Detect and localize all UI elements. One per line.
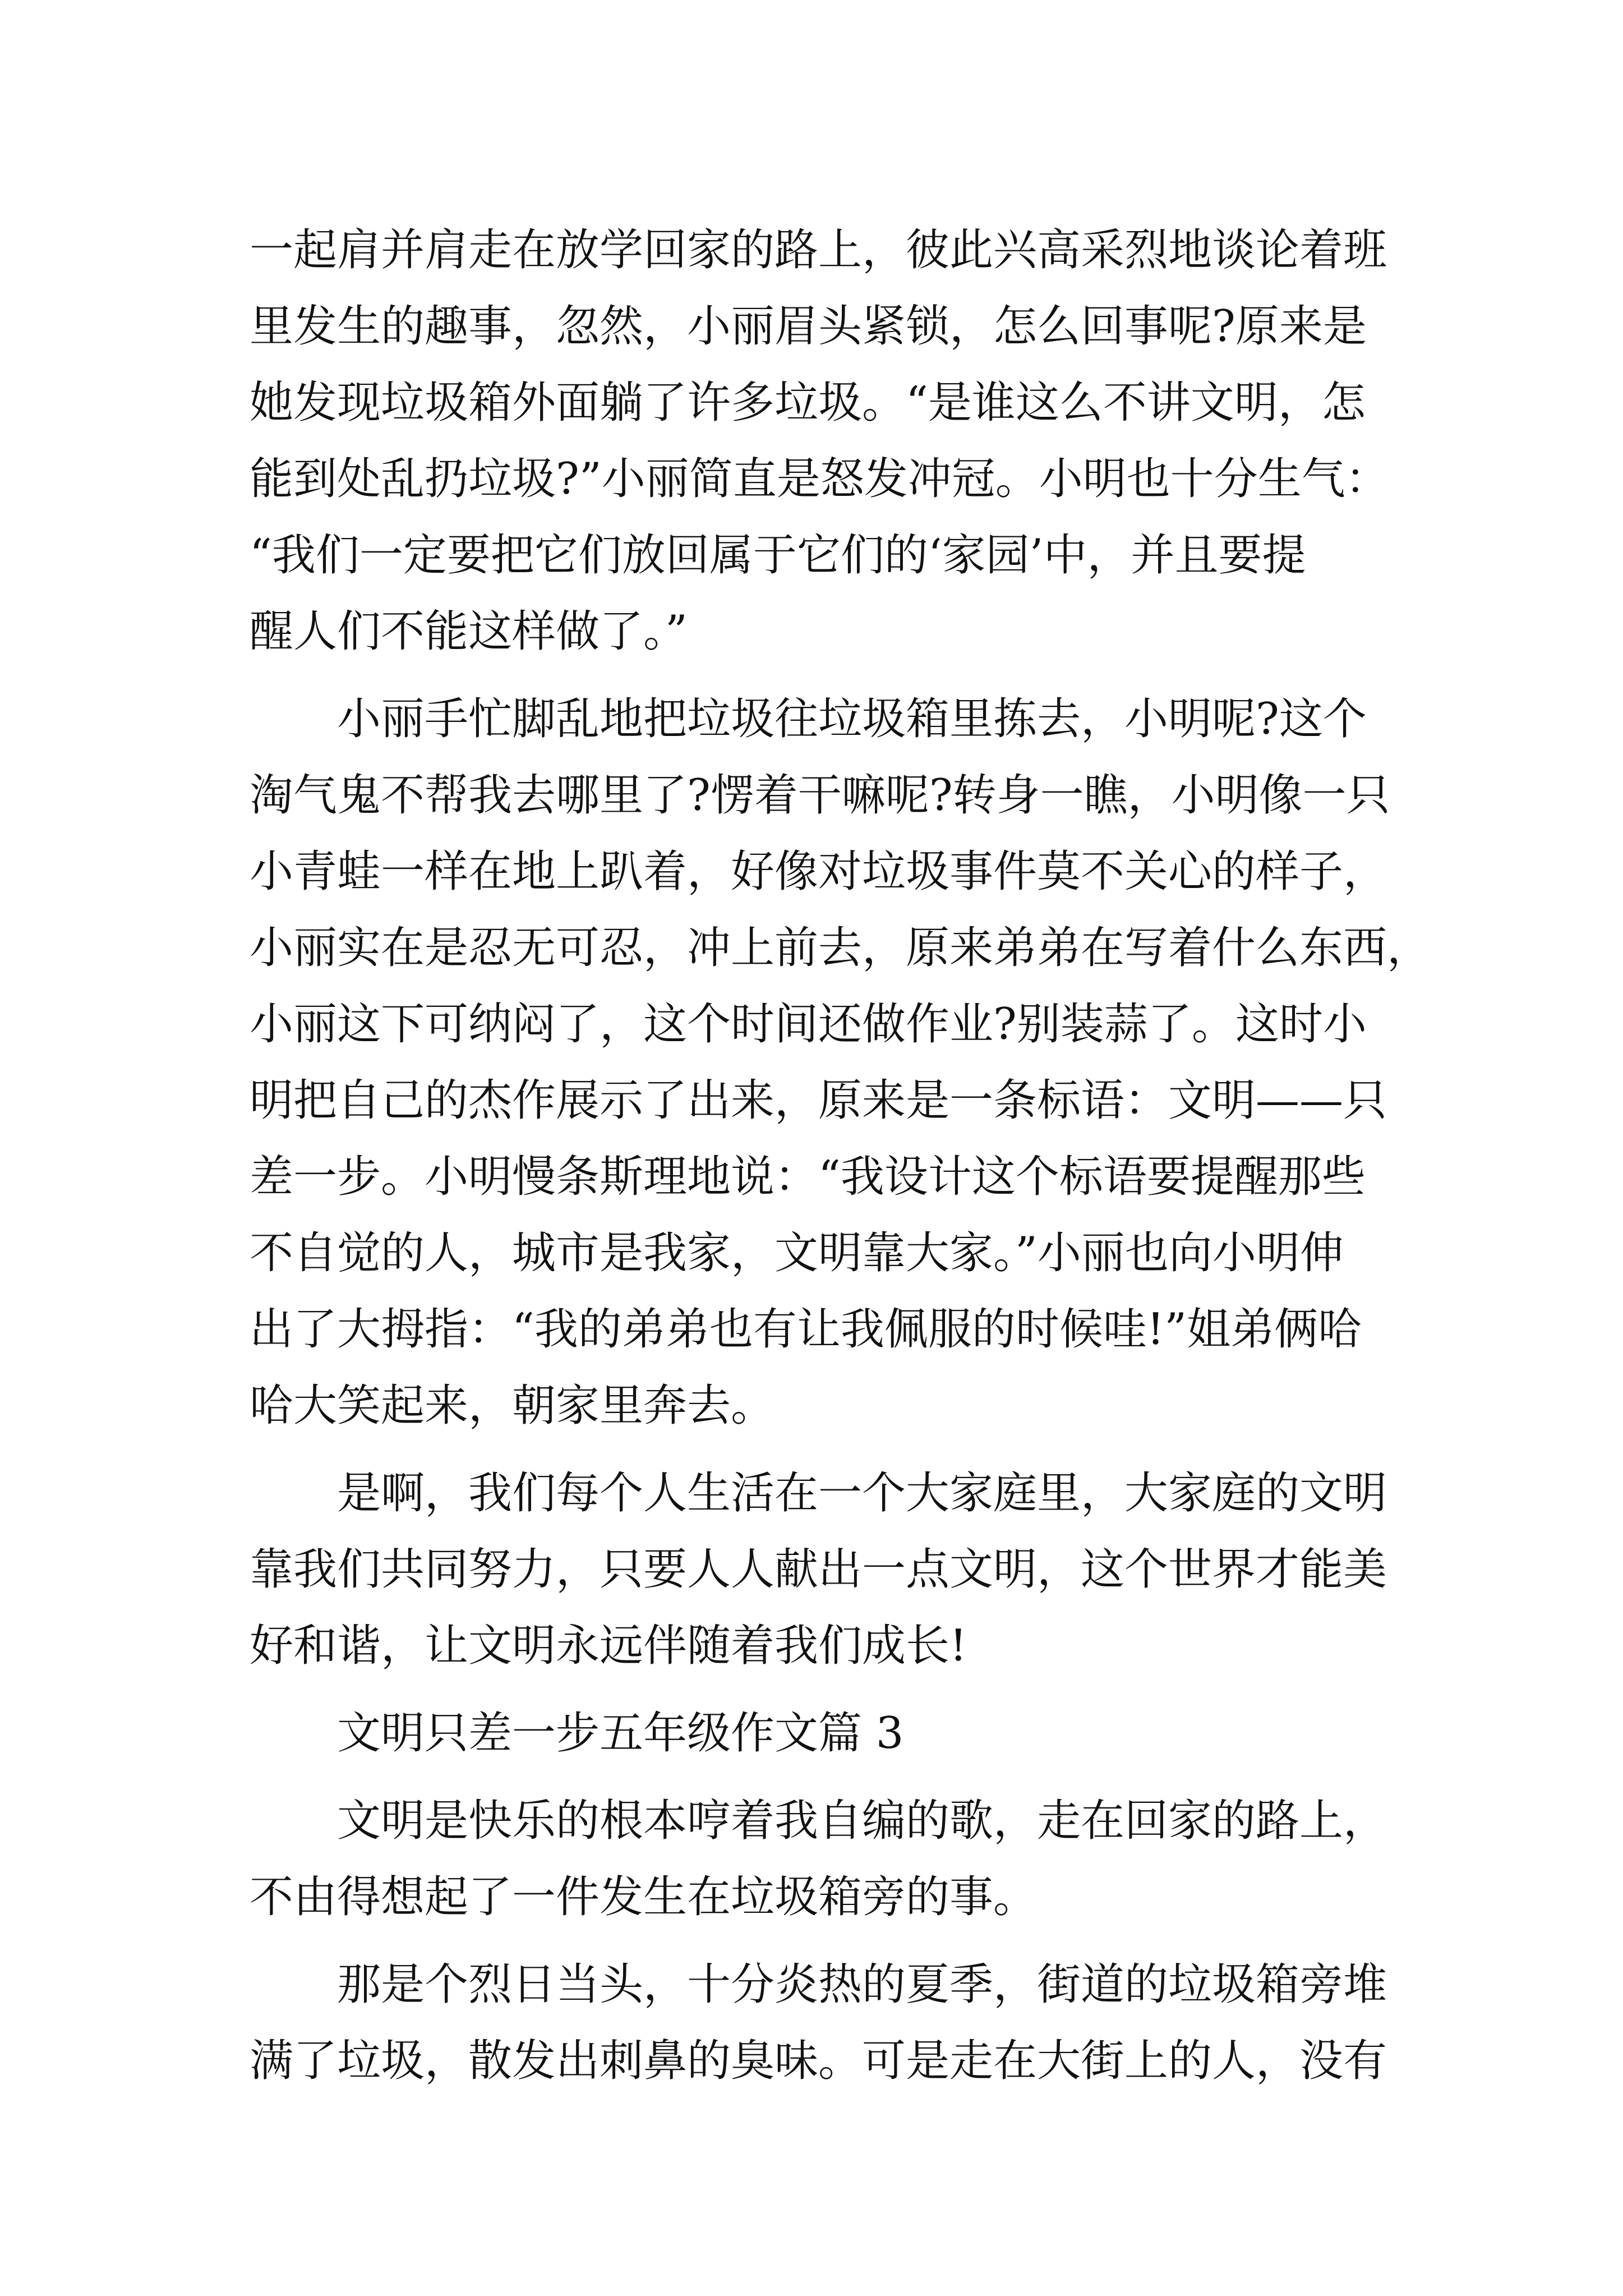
text-line: 哈大笑起来，朝家里奔去。	[250, 1381, 775, 1431]
text-line: 好和谐，让文明永远伴随着我们成长!	[250, 1621, 967, 1671]
text-line: 明把自己的杰作展示了出来，原来是一条标语：文明——只	[250, 1075, 1387, 1126]
text-line: “我们一定要把它们放回属于它们的‘家园’中，并且要提	[250, 530, 1306, 581]
text-line: 那是个烈日当头，十分炎热的夏季，街道的垃圾箱旁堆	[337, 1959, 1387, 2010]
paragraph	[250, 681, 1431, 1444]
text-line: 满了垃圾，散发出刺鼻的臭味。可是走在大街上的人，没有	[250, 2036, 1387, 2086]
section-heading	[250, 1695, 1382, 1772]
paragraph-gap	[250, 1772, 1382, 1783]
section-heading-text: 文明只差一步五年级作文篇 3	[337, 1708, 904, 1759]
text-line: 能到处乱扔垃圾?”小丽简直是怒发冲冠。小明也十分生气：	[250, 454, 1389, 504]
paragraph	[250, 1455, 1387, 1684]
text-line: 文明是快乐的根本哼着我自编的歌，走在回家的路上，	[337, 1796, 1387, 1846]
text-line: 小青蛙一样在地上趴着，好像对垃圾事件莫不关心的样子，	[250, 846, 1387, 897]
paragraph	[250, 212, 1389, 670]
paragraph	[250, 1783, 1387, 1935]
text-line: 不自觉的人，城市是我家，文明靠大家。”小丽也向小明伸	[250, 1228, 1344, 1278]
paragraph-gap	[250, 1935, 1382, 1947]
text-line: 小丽手忙脚乱地把垃圾往垃圾箱里拣去，小明呢?这个	[337, 694, 1367, 744]
paragraph-gap	[250, 670, 1382, 681]
text-line: 不由得想起了一件发生在垃圾箱旁的事。	[250, 1872, 1038, 1922]
text-line: 小丽这下可纳闷了，这个时间还做作业?别装蒜了。这时小	[250, 999, 1367, 1050]
text-line: 差一步。小明慢条斯理地说：“我设计这个标语要提醒那些	[250, 1152, 1366, 1202]
text-line: 醒人们不能这样做了。”	[250, 606, 688, 657]
text-line: 淘气鬼不帮我去哪里了?愣着干嘛呢?转身一瞧，小明像一只	[250, 770, 1390, 821]
text-line: 一起肩并肩走在放学回家的路上，彼此兴高采烈地谈论着班	[250, 225, 1387, 275]
text-line: 出了大拇指：“我的弟弟也有让我佩服的时候哇!”姐弟俩哈	[250, 1304, 1362, 1355]
text-line: 她发现垃圾箱外面躺了许多垃圾。“是谁这么不讲文明，怎	[250, 378, 1366, 428]
paragraph-gap	[250, 1444, 1382, 1455]
text-line: 是啊，我们每个人生活在一个大家庭里，大家庭的文明	[337, 1468, 1387, 1519]
document-body	[250, 212, 1431, 2099]
text-line: 靠我们共同努力，只要人人献出一点文明，这个世界才能美	[250, 1544, 1387, 1595]
paragraph-gap	[250, 1684, 1382, 1695]
text-line: 里发生的趣事，忽然，小丽眉头紧锁，怎么回事呢?原来是	[250, 301, 1367, 352]
paragraph	[250, 1947, 1387, 2099]
text-line: 小丽实在是忍无可忍，冲上前去，原来弟弟在写着什么东西，	[250, 923, 1431, 973]
